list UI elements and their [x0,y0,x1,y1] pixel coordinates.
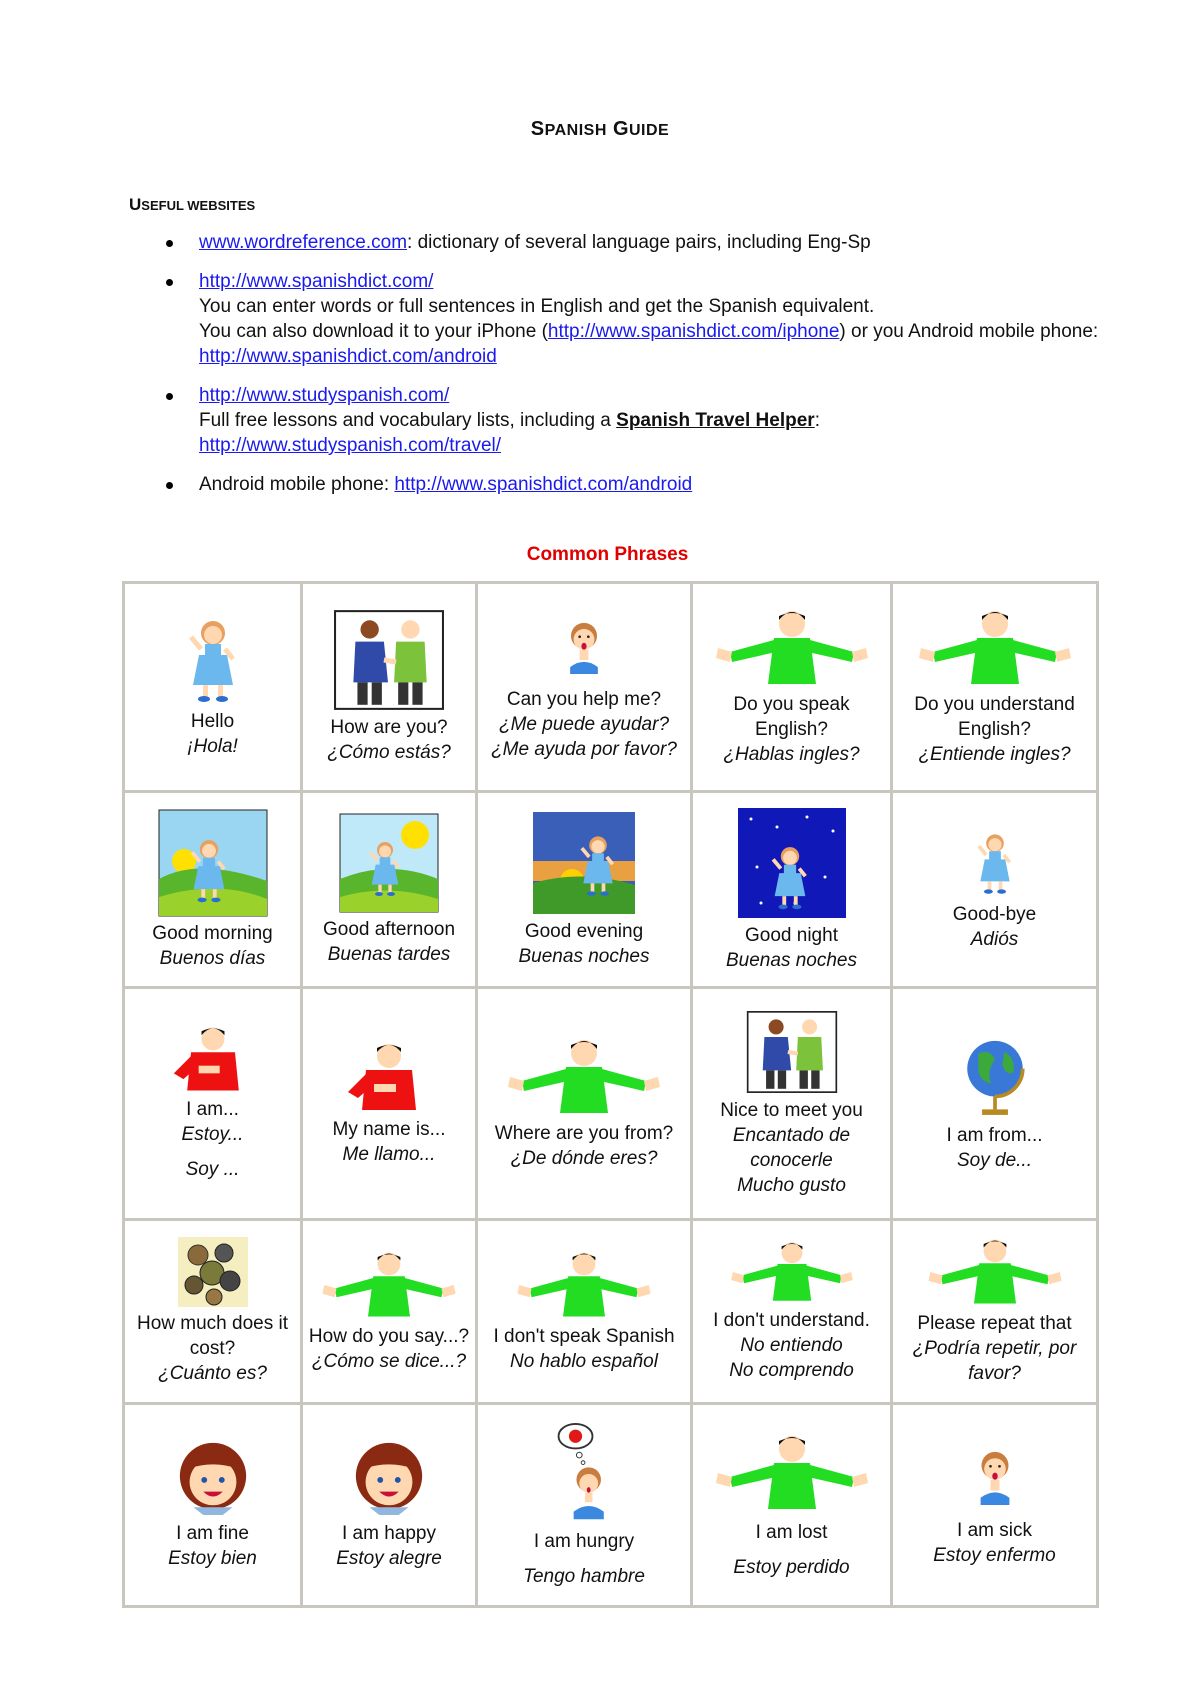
phrase-cell: Good afternoon Buenas tardes [302,792,477,988]
studyspanish-link[interactable]: http://www.studyspanish.com/ [199,385,450,406]
phrase-cell: I am hungry Tengo hambre [477,1404,692,1607]
phrase-cell: I am happy Estoy alegre [302,1404,477,1607]
morning-scene-icon [158,809,268,917]
useful-websites-heading: USEFUL WEBSITES [129,195,256,214]
man-pointing-icon [170,1025,256,1093]
phrase-cell: How do you say...? ¿Cómo se dice...? [302,1220,477,1404]
list-item: http://www.studyspanish.com/ Full free lessons and vocabulary lists, including a Spanish Travel Helper: http://www.studyspanish.com/travel/ [160,383,1100,458]
man-arms-open-icon [319,1250,459,1320]
phrase-cell: Please repeat that ¿Podría repetir, por favor? [892,1220,1098,1404]
phrase-cell: I don't speak Spanish No hablo español [477,1220,692,1404]
page-title: SPANISH GUIDE [530,118,670,140]
phrase-cell: Good night Buenas noches [692,792,892,988]
phrase-cell: Nice to meet you Encantado de conocerle Mucho gusto [692,988,892,1220]
phrases-table [122,581,1099,1608]
studyspanish-travel-link[interactable]: http://www.studyspanish.com/travel/ [199,435,502,456]
phrase-cell: Do you understand English? ¿Entiende ingles? [892,583,1098,792]
afternoon-scene-icon [339,813,439,913]
spanishdict-iphone-link[interactable]: http://www.spanishdict.com/iphone [547,321,840,342]
android-link[interactable]: http://www.spanishdict.com/android [394,474,693,495]
woman-face-icon [968,1442,1022,1514]
phrase-cell: Hello ¡Hola! [124,583,302,792]
list-item: http://www.spanishdict.com/ You can enter words or full sentences in English and get the Spanish equivalent. You can also download it to your iPhone (http://www.spanishdict.com/iphone) or you Android mobile phone: http://www.spanishdict.com/android [160,269,1100,369]
phrase-cell: I am from... Soy de... [892,988,1098,1220]
spanishdict-link[interactable]: http://www.spanishdict.com/ [199,271,434,292]
phrase-cell: I am... Estoy... Soy ... [124,988,302,1220]
spanishdict-android-link[interactable]: http://www.spanishdict.com/android [199,346,497,367]
phrase-cell: How are you? ¿Cómo estás? [302,583,477,792]
handshake-icon [333,609,445,711]
evening-scene-icon [532,811,636,915]
girl-waving-icon [183,615,243,705]
phrase-cell: I am lost Estoy perdido [692,1404,892,1607]
list-item: Android mobile phone: http://www.spanishdict.com/android [160,472,1100,497]
man-arms-open-icon [504,1037,664,1117]
thinking-of-apple-icon [551,1421,617,1525]
phrase-cell: Can you help me? ¿Me puede ayudar? ¿Me ayuda por favor? [477,583,692,792]
phrase-cell: I am fine Estoy bien [124,1404,302,1607]
woman-face-icon [558,613,610,683]
globe-icon [958,1035,1032,1119]
night-scene-icon [737,807,847,919]
phrase-cell: I am sick Estoy enfermo [892,1404,1098,1607]
man-arms-open-icon [712,1430,872,1516]
handshake-icon [746,1010,838,1094]
girl-waving-icon [973,828,1017,898]
phrase-cell: My name is... Me llamo... [302,988,477,1220]
man-arms-open-icon [727,1240,857,1304]
phrase-cell: Do you speak English? ¿Hablas ingles? [692,583,892,792]
travel-helper-label: Spanish Travel Helper [616,410,815,431]
websites-list [160,230,1100,511]
man-arms-open-icon [915,608,1075,688]
smiling-girl-icon [350,1439,428,1517]
coins-icon [178,1237,248,1307]
smiling-girl-icon [174,1439,252,1517]
phrase-cell: Good-bye Adiós [892,792,1098,988]
phrase-cell: How much does it cost? ¿Cuánto es? [124,1220,302,1404]
phrase-cell: Good evening Buenas noches [477,792,692,988]
phrase-cell: Where are you from? ¿De dónde eres? [477,988,692,1220]
man-pointing-icon [344,1041,434,1113]
phrase-cell: I don't understand. No entiendo No comprendo [692,1220,892,1404]
list-item: www.wordreference.com: dictionary of several language pairs, including Eng-Sp [160,230,1100,255]
phrase-cell: Good morning Buenos días [124,792,302,988]
man-arms-open-icon [712,608,872,688]
wordreference-link[interactable]: www.wordreference.com [199,232,408,253]
man-arms-open-icon [925,1237,1065,1307]
common-phrases-title: Common Phrases [526,544,689,565]
man-arms-open-icon [514,1250,654,1320]
